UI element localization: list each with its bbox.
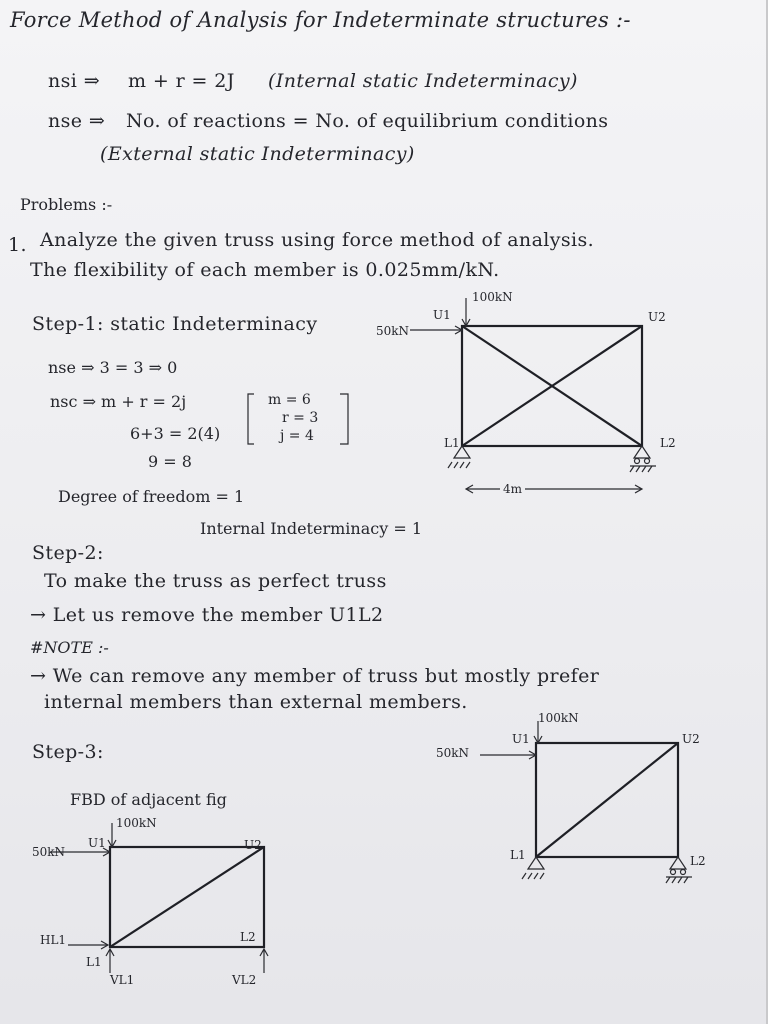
joints-count: j = 4 [280, 428, 314, 444]
problem-line-1: Analyze the given truss using force method of analysis. [40, 229, 595, 251]
truss2-label-l1: L1 [510, 848, 526, 862]
degree-of-freedom: Degree of freedom = 1 [58, 487, 245, 506]
truss2-label-50kn: 50kN [436, 746, 470, 760]
step2-label: Step-2: [32, 542, 104, 564]
truss1-label-u2: U2 [648, 310, 666, 324]
truss2-label-l2: L2 [690, 854, 706, 868]
note-heading: #NOTE :- [30, 638, 109, 657]
truss1-label-u1: U1 [433, 308, 451, 322]
truss2-roller-wheel-2 [681, 870, 686, 875]
truss2-ground-hatch-l1 [522, 873, 544, 879]
truss1-label-50kn: 50kN [376, 324, 410, 338]
truss2-roller-support-l2 [670, 857, 686, 869]
fbd-label-v-reaction-l2: VL2 [232, 973, 257, 987]
truss2-diagonal-u2l1 [536, 743, 678, 857]
truss2-label-u1: U1 [512, 732, 530, 746]
truss1-roller-wheel-1 [635, 459, 640, 464]
members-count: m = 6 [268, 392, 311, 408]
right-bracket [340, 394, 348, 444]
truss2-label-u2: U2 [682, 732, 700, 746]
truss1-label-100kn: 100kN [472, 290, 513, 304]
truss1-ground-hatch-l2 [630, 466, 656, 472]
nse-equation: No. of reactions = No. of equilibrium conditions [126, 110, 609, 132]
internal-indeterminacy: Internal Indeterminacy = 1 [200, 519, 422, 538]
step1-label: Step-1: static Indeterminacy [32, 313, 318, 335]
step1-nse: nse ⇒ 3 = 3 ⇒ 0 [48, 358, 178, 377]
truss2-label-100kn: 100kN [538, 711, 579, 725]
nse-note: (External static Indeterminacy) [100, 143, 415, 165]
left-bracket [248, 394, 254, 444]
truss1-roller-wheel-2 [645, 459, 650, 464]
nse-lhs: nse ⇒ [48, 110, 106, 132]
problem-number: 1. [8, 234, 27, 256]
truss2-ground-hatch-l2 [666, 877, 692, 883]
page-title: Force Method of Analysis for Indeterminate structures :- [10, 8, 631, 32]
fbd-label-v-reaction-l1: VL1 [110, 973, 135, 987]
fbd-label-l2: L2 [240, 930, 256, 944]
nsi-equation: m + r = 2J [128, 70, 235, 92]
step3-label: Step-3: [32, 741, 104, 763]
reactions-count: r = 3 [282, 410, 319, 426]
step2-line-1: To make the truss as perfect truss [44, 570, 387, 592]
fbd-label-50kn: 50kN [32, 845, 66, 859]
nsi-note: (Internal static Indeterminacy) [268, 70, 578, 92]
problem-line-2: The flexibility of each member is 0.025mm/kN. [30, 259, 500, 281]
step1-calc-2: 9 = 8 [148, 452, 192, 471]
truss2-roller-wheel-1 [671, 870, 676, 875]
fbd-label-h-reaction: HL1 [40, 933, 67, 947]
truss1-label-l2: L2 [660, 436, 676, 450]
step2-line-2: → Let us remove the member U1L2 [30, 604, 384, 626]
truss1-roller-support-l2 [634, 446, 650, 458]
nsi-lhs: nsi ⇒ [48, 70, 101, 92]
fbd-caption: FBD of adjacent fig [70, 790, 227, 809]
truss2-pin-support-l1 [528, 857, 544, 869]
step1-calc-1: 6+3 = 2(4) [130, 424, 221, 443]
step1-nsc: nsc ⇒ m + r = 2j [50, 392, 187, 411]
fbd-label-l1: L1 [86, 955, 102, 969]
fbd-label-u2: U2 [244, 838, 262, 852]
truss1-ground-hatch-l1 [448, 462, 470, 468]
fbd-label-u1: U1 [88, 836, 106, 850]
truss1-label-l1: L1 [444, 436, 460, 450]
note-line-2: internal members than external members. [44, 691, 468, 713]
note-line-1: → We can remove any member of truss but mostly prefer [30, 665, 600, 687]
problems-heading: Problems :- [20, 195, 113, 214]
fbd-label-100kn: 100kN [116, 816, 157, 830]
truss1-span-label: 4m [500, 482, 525, 496]
